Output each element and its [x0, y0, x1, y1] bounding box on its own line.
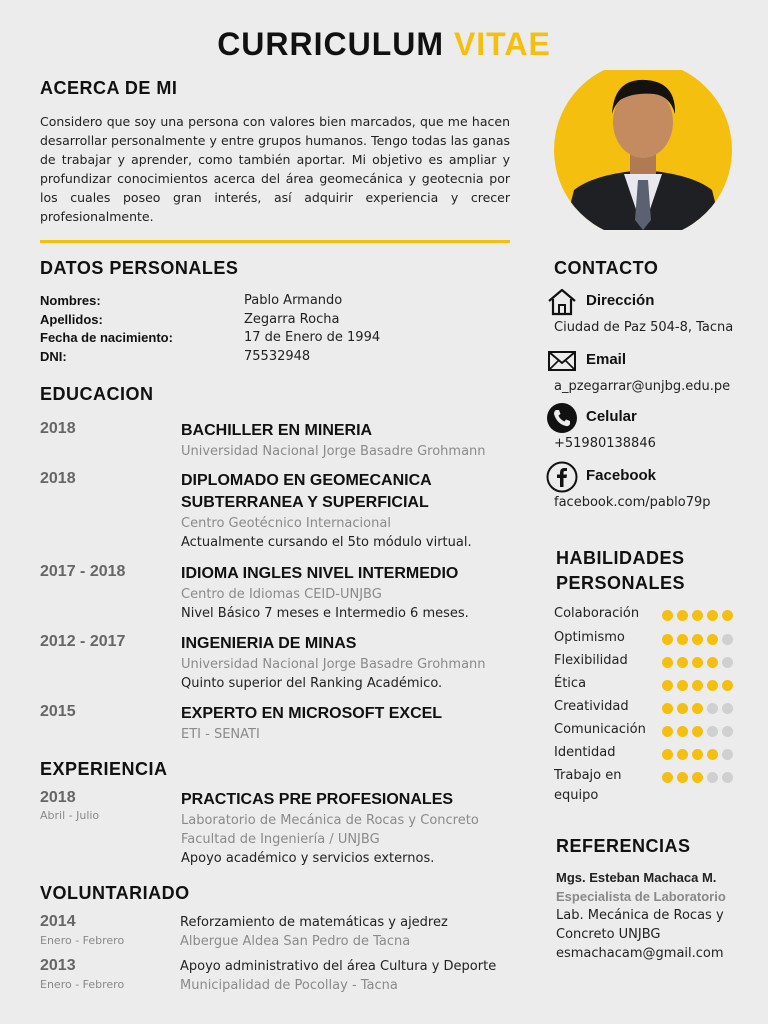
- skill-rating: [662, 749, 733, 760]
- rating-dot-empty: [722, 657, 733, 668]
- references-heading: REFERENCIAS: [556, 836, 691, 856]
- contact-label: Dirección: [586, 292, 655, 309]
- personal-value: Pablo Armando: [244, 293, 343, 308]
- rating-dot-filled: [677, 772, 688, 783]
- experience-year: 2018: [40, 789, 76, 806]
- skill-name: Identidad: [554, 745, 616, 760]
- skill-name: Flexibilidad: [554, 653, 628, 668]
- rating-dot-filled: [722, 680, 733, 691]
- contact-value: +51980138846: [554, 436, 656, 451]
- mail-icon: [546, 345, 578, 377]
- experience-place: Laboratorio de Mecánica de Rocas y Concreto: [181, 813, 479, 828]
- title-main: CURRICULUM: [217, 26, 445, 62]
- skills-heading: [556, 546, 685, 596]
- contact-label: Email: [586, 351, 627, 368]
- skill-name: Optimismo: [554, 630, 625, 645]
- rating-dot-empty: [722, 772, 733, 783]
- contact-heading: CONTACTO: [554, 258, 659, 278]
- rating-dot-empty: [722, 726, 733, 737]
- education-institution: Universidad Nacional Jorge Basadre Grohmann: [181, 657, 486, 672]
- experience-heading: EXPERIENCIA: [40, 759, 168, 779]
- rating-dot-filled: [662, 726, 673, 737]
- rating-dot-filled: [692, 657, 703, 668]
- rating-dot-filled: [692, 749, 703, 760]
- contact-value: facebook.com/pablo79p: [554, 495, 711, 510]
- rating-dot-empty: [707, 703, 718, 714]
- rating-dot-filled: [707, 634, 718, 645]
- reference-email: esmachacam@gmail.com: [556, 946, 724, 961]
- reference-name: Mgs. Esteban Machaca M.: [556, 870, 717, 885]
- skill-name: Colaboración: [554, 606, 640, 621]
- personal-row: [40, 329, 510, 348]
- rating-dot-empty: [722, 749, 733, 760]
- personal-row: [40, 311, 510, 330]
- rating-dot-empty: [722, 634, 733, 645]
- skill-rating: [662, 657, 733, 668]
- volunteer-place: Municipalidad de Pocollay - Tacna: [180, 978, 398, 993]
- education-heading: EDUCACION: [40, 384, 154, 404]
- rating-dot-filled: [677, 726, 688, 737]
- volunteer-place: Albergue Aldea San Pedro de Tacna: [180, 934, 411, 949]
- education-title: INGENIERIA DE MINAS: [181, 635, 357, 652]
- reference-place: Lab. Mecánica de Rocas y Concreto UNJBG: [556, 908, 724, 942]
- skills-heading-line2: PERSONALES: [556, 573, 686, 593]
- experience-place-line2: Facultad de Ingeniería / UNJBG: [181, 832, 380, 847]
- skills-heading-line1: HABILIDADES: [556, 548, 685, 568]
- rating-dot-filled: [662, 703, 673, 714]
- rating-dot-filled: [692, 726, 703, 737]
- volunteer-activity: Reforzamiento de matemáticas y ajedrez: [180, 915, 448, 930]
- rating-dot-empty: [722, 703, 733, 714]
- rating-dot-filled: [662, 634, 673, 645]
- skill-name: Comunicación: [554, 722, 646, 737]
- rating-dot-filled: [662, 680, 673, 691]
- personal-key: Fecha de nacimiento:: [40, 330, 173, 345]
- personal-value: 75532948: [244, 348, 311, 364]
- section-divider: [40, 240, 510, 243]
- about-heading: ACERCA DE MI: [40, 78, 178, 98]
- rating-dot-filled: [692, 703, 703, 714]
- personal-heading: DATOS PERSONALES: [40, 258, 239, 278]
- contact-label: Celular: [586, 408, 637, 425]
- education-title: IDIOMA INGLES NIVEL INTERMEDIO: [181, 565, 459, 582]
- contact-label: Facebook: [586, 467, 657, 484]
- page-title: [0, 26, 768, 63]
- education-detail: Actualmente cursando el 5to módulo virtual.: [181, 535, 472, 550]
- personal-key: Apellidos:: [40, 311, 103, 327]
- skill-rating: [662, 703, 733, 714]
- volunteer-activity: Apoyo administrativo del área Cultura y Deporte: [180, 959, 497, 974]
- skill-name: Creatividad: [554, 699, 629, 714]
- skill-name: Ética: [554, 676, 587, 691]
- about-text: Considero que soy una persona con valores bien marcados, que me hacen desarrollar personalmente y entre grupos humanos. Tengo todas las ganas de trabajar y aprender, como también aportar. Mi objetivo es ampliar y profundizar conocimientos acerca del área geomecánica y geotecnia por los cuales poseo gran interés, así adquirir experiencia y crecer profesionalmente.: [40, 114, 510, 224]
- contact-value: a_pzegarrar@unjbg.edu.pe: [554, 379, 731, 394]
- title-accent: VITAE: [453, 26, 551, 62]
- profile-photo: [554, 70, 732, 230]
- reference-role: Especialista de Laboratorio: [556, 889, 726, 904]
- volunteer-year: 2014: [40, 913, 76, 930]
- education-title: BACHILLER EN MINERIA: [181, 422, 373, 439]
- education-title: DIPLOMADO EN GEOMECANICA: [181, 472, 432, 489]
- experience-detail: Apoyo académico y servicios externos.: [181, 851, 435, 866]
- education-title: EXPERTO EN MICROSOFT EXCEL: [181, 705, 443, 722]
- personal-row: [40, 348, 510, 367]
- rating-dot-filled: [692, 772, 703, 783]
- contact-value: Ciudad de Paz 504-8, Tacna: [554, 320, 734, 335]
- rating-dot-filled: [677, 657, 688, 668]
- experience-title: PRACTICAS PRE PROFESIONALES: [181, 791, 454, 808]
- home-icon: [546, 286, 578, 318]
- skill-rating: [662, 680, 733, 691]
- education-institution: Centro Geotécnico Internacional: [181, 516, 391, 531]
- education-year: 2017 - 2018: [40, 563, 126, 580]
- rating-dot-filled: [692, 634, 703, 645]
- education-institution: ETI - SENATI: [181, 727, 260, 742]
- volunteer-period: Enero - Febrero: [40, 978, 125, 991]
- rating-dot-filled: [722, 610, 733, 621]
- rating-dot-filled: [677, 610, 688, 621]
- personal-value: 17 de Enero de 1994: [244, 330, 381, 345]
- education-institution: Universidad Nacional Jorge Basadre Grohmann: [181, 444, 486, 459]
- skill-rating: [662, 610, 733, 621]
- rating-dot-empty: [707, 726, 718, 737]
- volunteer-period: Enero - Febrero: [40, 934, 125, 947]
- volunteer-year: 2013: [40, 957, 76, 974]
- skill-rating: [662, 726, 733, 737]
- rating-dot-filled: [707, 680, 718, 691]
- phone-icon: [546, 402, 578, 434]
- education-year: 2018: [40, 420, 76, 437]
- skill-name: Trabajo en equipo: [554, 768, 622, 803]
- personal-row: [40, 292, 510, 311]
- education-year: 2012 - 2017: [40, 633, 126, 650]
- facebook-icon: [546, 461, 578, 493]
- education-institution: Centro de Idiomas CEID-UNJBG: [181, 587, 382, 602]
- rating-dot-filled: [707, 749, 718, 760]
- personal-key: DNI:: [40, 348, 67, 364]
- rating-dot-filled: [662, 772, 673, 783]
- education-year: 2018: [40, 470, 76, 487]
- rating-dot-filled: [677, 680, 688, 691]
- education-detail: Quinto superior del Ranking Académico.: [181, 676, 443, 691]
- rating-dot-filled: [662, 749, 673, 760]
- education-detail: Nivel Básico 7 meses e Intermedio 6 meses.: [181, 606, 469, 621]
- rating-dot-filled: [677, 749, 688, 760]
- rating-dot-filled: [707, 657, 718, 668]
- rating-dot-filled: [662, 610, 673, 621]
- skill-rating: [662, 634, 733, 645]
- personal-value: Zegarra Rocha: [244, 311, 340, 327]
- rating-dot-filled: [662, 657, 673, 668]
- experience-period: Abril - Julio: [40, 809, 100, 822]
- education-title-line2: SUBTERRANEA Y SUPERFICIAL: [181, 494, 429, 511]
- personal-data: [40, 292, 510, 366]
- rating-dot-filled: [677, 703, 688, 714]
- rating-dot-filled: [707, 610, 718, 621]
- rating-dot-filled: [677, 634, 688, 645]
- education-year: 2015: [40, 703, 76, 720]
- volunteer-heading: VOLUNTARIADO: [40, 883, 190, 903]
- personal-key: Nombres:: [40, 293, 101, 308]
- skill-rating: [662, 772, 733, 783]
- rating-dot-filled: [692, 680, 703, 691]
- rating-dot-empty: [707, 772, 718, 783]
- rating-dot-filled: [692, 610, 703, 621]
- reference-card: [556, 868, 766, 963]
